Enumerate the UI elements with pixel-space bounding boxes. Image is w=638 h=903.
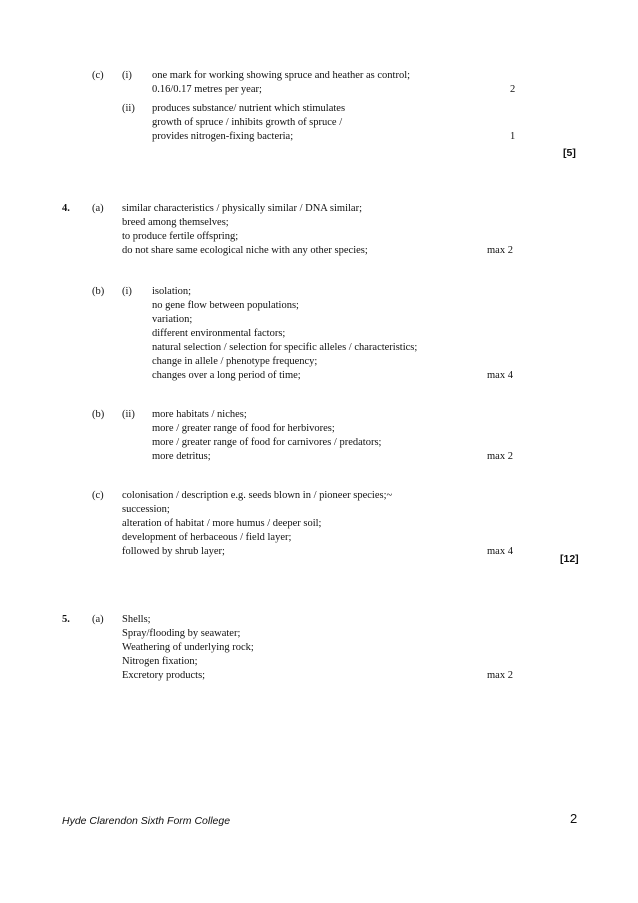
q4-b-i-line-2: no gene flow between populations;	[152, 300, 299, 311]
q4-b-ii-line-3: more / greater range of food for carnivores / predators;	[152, 437, 382, 448]
footer-page-number: 2	[570, 811, 578, 826]
q4-b-i-marks: max 4	[487, 370, 513, 381]
q4-b-i-line-3: variation;	[152, 314, 193, 325]
q3-c-ii-marks: 1	[510, 131, 516, 142]
q4-b-i-line-1: isolation;	[152, 286, 192, 297]
q4-a-line-2: breed among themselves;	[122, 217, 229, 228]
q4-a-label: (a)	[92, 203, 104, 214]
q3-c-i-marks: 2	[510, 84, 516, 95]
q3-c-ii-line-1: produces substance/ nutrient which stimulates	[152, 103, 346, 114]
q5-a-line-3: Weathering of underlying rock;	[122, 642, 254, 653]
q4-b-ii-marks: max 2	[487, 451, 513, 462]
q4-b-ii-sub-label: (ii)	[122, 409, 135, 420]
q5-a-line-1: Shells;	[122, 614, 151, 625]
q4-b-i-part-label: (b)	[92, 286, 105, 297]
q5-a-marks: max 2	[487, 670, 513, 681]
q4-a-line-1: similar characteristics / physically similar / DNA similar;	[122, 203, 362, 214]
q4-b-i-line-4: different environmental factors;	[152, 328, 286, 339]
q4-a-line-4: do not share same ecological niche with any other species;	[122, 245, 368, 256]
q4-b-ii-line-1: more habitats / niches;	[152, 409, 247, 420]
q5-number: 5.	[62, 614, 70, 625]
q3-c-ii-line-3: provides nitrogen-fixing bacteria;	[152, 131, 294, 142]
q4-b-i-line-7: changes over a long period of time;	[152, 370, 301, 381]
q3-c-ii-label: (ii)	[122, 103, 135, 114]
q3-total-marks: [5]	[563, 147, 576, 159]
q4-b-i-line-6: change in allele / phenotype frequency;	[152, 356, 318, 367]
q4-b-ii-line-4: more detritus;	[152, 451, 211, 462]
q5-a-line-5: Excretory products;	[122, 670, 206, 681]
q4-c-line-1: colonisation / description e.g. seeds blown in / pioneer species;~	[122, 490, 393, 501]
q3-c-i-line-1: one mark for working showing spruce and heather as control;	[152, 70, 411, 81]
q4-c-line-5: followed by shrub layer;	[122, 546, 225, 557]
q4-c-line-3: alteration of habitat / more humus / deeper soil;	[122, 518, 322, 529]
q5-a-line-4: Nitrogen fixation;	[122, 656, 198, 667]
q3-c-i-label: (i)	[122, 70, 132, 81]
q4-a-marks: max 2	[487, 245, 513, 256]
q4-b-ii-part-label: (b)	[92, 409, 105, 420]
q4-c-line-2: succession;	[122, 504, 170, 515]
q3-c-ii-line-2: growth of spruce / inhibits growth of spruce /	[152, 117, 343, 128]
q4-c-label: (c)	[92, 490, 104, 501]
q3-part-c-label: (c)	[92, 70, 104, 81]
q4-number: 4.	[62, 203, 70, 214]
footer-college-name: Hyde Clarendon Sixth Form College	[62, 815, 231, 827]
q4-c-marks: max 4	[487, 546, 513, 557]
q4-total-marks: [12]	[560, 553, 579, 565]
q3-c-i-line-2: 0.16/0.17 metres per year;	[152, 84, 262, 95]
q5-a-label: (a)	[92, 614, 104, 625]
q4-a-line-3: to produce fertile offspring;	[122, 231, 239, 242]
q4-b-i-line-5: natural selection / selection for specific alleles / characteristics;	[152, 342, 418, 353]
q4-b-ii-line-2: more / greater range of food for herbivores;	[152, 423, 335, 434]
q4-b-i-sub-label: (i)	[122, 286, 132, 297]
q5-a-line-2: Spray/flooding by seawater;	[122, 628, 241, 639]
q4-c-line-4: development of herbaceous / field layer;	[122, 532, 292, 543]
